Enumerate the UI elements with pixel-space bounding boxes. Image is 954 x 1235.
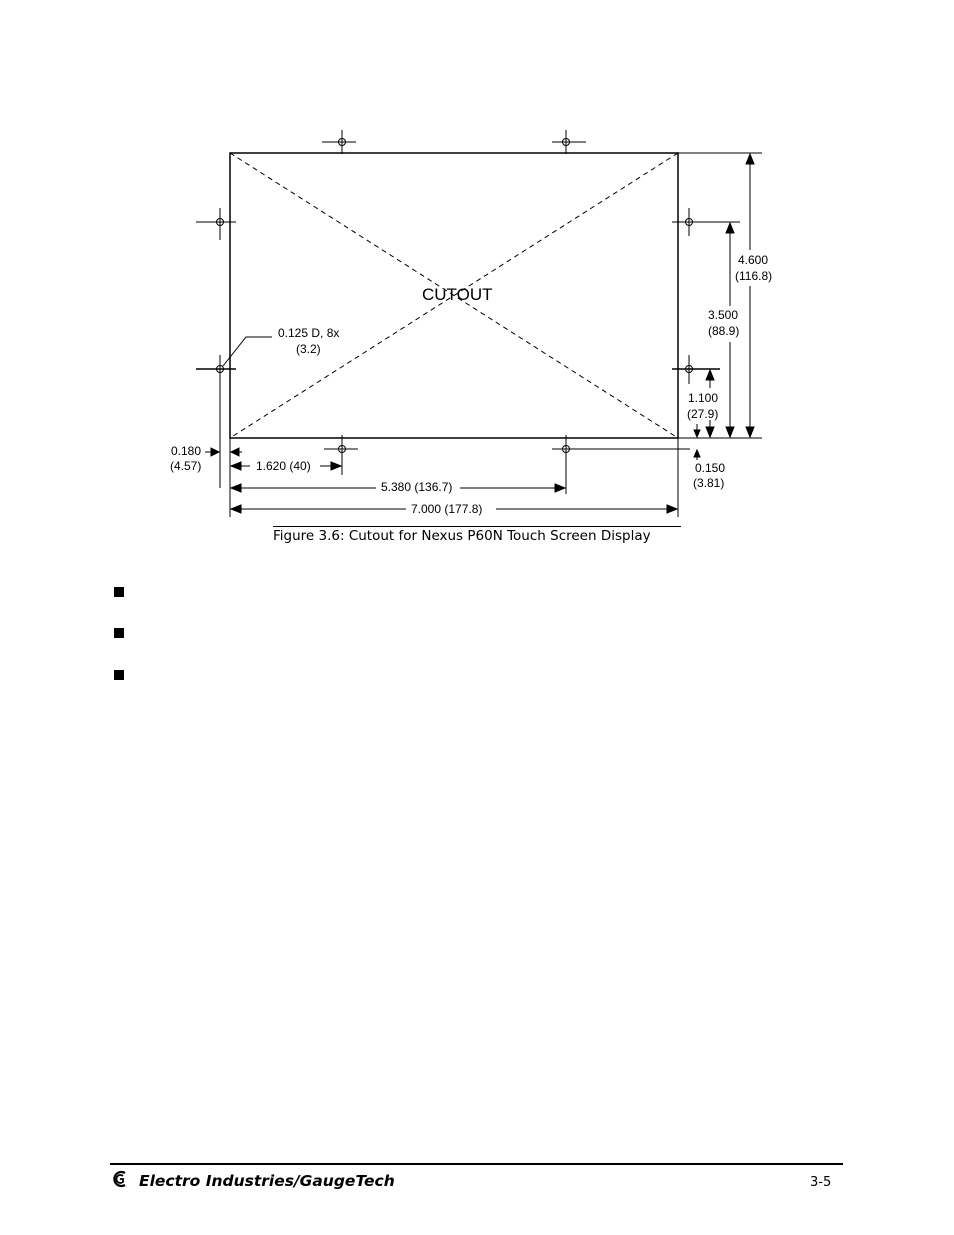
footer-rule	[110, 1163, 843, 1165]
mounting-hole	[322, 130, 356, 154]
mounting-hole	[552, 130, 586, 154]
footer-page-number: 3-5	[810, 1175, 832, 1190]
width-total-label: 7.000 (177.8)	[411, 502, 483, 516]
bottom-offset-line1: 0.150	[695, 461, 726, 475]
hole-y-lower-line2: (27.9)	[687, 407, 719, 421]
left-offset-line1: 0.180	[171, 444, 202, 458]
hole-y-upper-line1: 3.500	[708, 308, 739, 322]
hole-x-inner-label: 5.380 (136.7)	[381, 480, 453, 494]
mounting-hole	[324, 435, 358, 462]
cutout-label: CUTOUT	[422, 285, 493, 304]
eig-logo-icon	[111, 1170, 131, 1188]
bullet-square	[114, 587, 124, 597]
footer-company-name: Electro Industries/GaugeTech	[139, 1172, 395, 1190]
mounting-hole	[552, 435, 586, 462]
hole-x-first-label: 1.620 (40)	[256, 459, 311, 473]
height-total-line2: (116.8)	[735, 269, 773, 283]
hole-callout-line2: (3.2)	[296, 342, 321, 356]
bottom-offset-line2: (3.81)	[693, 476, 725, 490]
hole-y-upper-line2: (88.9)	[708, 324, 740, 338]
bullet-square	[114, 670, 124, 680]
caption-rule	[273, 526, 681, 527]
hole-y-lower-line1: 1.100	[688, 391, 719, 405]
hole-callout-line1: 0.125 D, 8x	[278, 326, 340, 340]
figure-caption: Figure 3.6: Cutout for Nexus P60N Touch Screen Display	[273, 528, 651, 544]
left-offset-line2: (4.57)	[170, 459, 202, 473]
bullet-square	[114, 628, 124, 638]
height-total-line1: 4.600	[738, 253, 769, 267]
